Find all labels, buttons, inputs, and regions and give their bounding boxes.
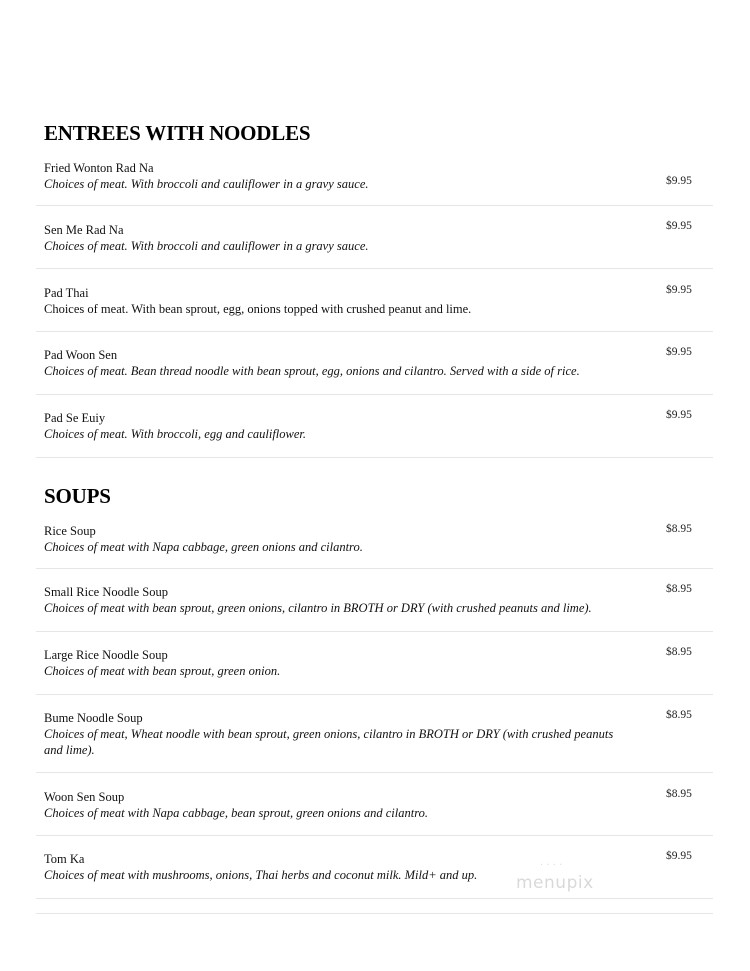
- section-title-entrees: ENTREES WITH NOODLES: [44, 121, 311, 145]
- menu-item: [44, 789, 654, 821]
- menu-item: [44, 647, 654, 679]
- item-name: Pad Se Euiy: [44, 411, 106, 425]
- divider: [36, 568, 713, 569]
- item-price: $8.95: [666, 788, 692, 800]
- divider: [36, 835, 713, 836]
- item-description: Choices of meat. With broccoli, egg and cauliflower.: [44, 427, 307, 441]
- item-description: Choices of meat with mushrooms, onions, Thai herbs and coconut milk. Mild+ and up.: [44, 868, 478, 882]
- item-name: Woon Sen Soup: [44, 790, 125, 804]
- menu-item: [44, 523, 654, 555]
- item-price: $9.95: [666, 220, 692, 232]
- item-name: Rice Soup: [44, 524, 96, 538]
- item-price: $8.95: [666, 709, 692, 721]
- item-name: Bume Noodle Soup: [44, 711, 143, 725]
- watermark-dots: · · · ·: [540, 860, 563, 871]
- item-price: $9.95: [666, 284, 692, 296]
- divider: [36, 898, 713, 899]
- item-price: $8.95: [666, 583, 692, 595]
- item-price: $9.95: [666, 409, 692, 421]
- divider: [36, 631, 713, 632]
- section-title-soups: SOUPS: [44, 484, 111, 508]
- item-name: Small Rice Noodle Soup: [44, 585, 168, 599]
- item-description: Choices of meat with bean sprout, green onions, cilantro in BROTH or DRY (with crushed peanuts and lime).: [44, 601, 592, 615]
- item-description: Choices of meat, Wheat noodle with bean sprout, green onions, cilantro in BROTH or DRY (with crushed peanuts and lime).: [44, 727, 614, 757]
- item-description: Choices of meat with Napa cabbage, green onions and cilantro.: [44, 540, 363, 554]
- divider: [36, 772, 713, 773]
- divider: [36, 457, 713, 458]
- item-description: Choices of meat with Napa cabbage, bean sprout, green onions and cilantro.: [44, 806, 428, 820]
- menu-item: [44, 222, 654, 254]
- menu-item: [44, 347, 654, 379]
- item-description: Choices of meat. With bean sprout, egg, onions topped with crushed peanut and lime.: [44, 302, 472, 316]
- item-name: Tom Ka: [44, 852, 85, 866]
- item-description: Choices of meat. With broccoli and cauliflower in a gravy sauce.: [44, 239, 369, 253]
- item-name: Large Rice Noodle Soup: [44, 648, 168, 662]
- menu-item: [44, 584, 654, 616]
- divider: [36, 394, 713, 395]
- item-price: $8.95: [666, 523, 692, 535]
- divider: [36, 694, 713, 695]
- item-price: $9.95: [666, 850, 692, 862]
- menu-item: [44, 410, 654, 442]
- menu-item: [44, 710, 634, 758]
- menu-item: [44, 160, 654, 192]
- item-price: $9.95: [666, 175, 692, 187]
- item-price: $8.95: [666, 646, 692, 658]
- item-name: Sen Me Rad Na: [44, 223, 124, 237]
- item-price: $9.95: [666, 346, 692, 358]
- item-description: Choices of meat. Bean thread noodle with bean sprout, egg, onions and cilantro. Served with a side of rice.: [44, 364, 580, 378]
- divider: [36, 913, 713, 914]
- item-name: Pad Thai: [44, 286, 89, 300]
- watermark-logo: menupix: [516, 873, 594, 893]
- divider: [36, 331, 713, 332]
- item-name: Pad Woon Sen: [44, 348, 118, 362]
- item-name: Fried Wonton Rad Na: [44, 161, 154, 175]
- item-description: Choices of meat. With broccoli and cauliflower in a gravy sauce.: [44, 177, 369, 191]
- menu-item: [44, 285, 654, 317]
- divider: [36, 205, 713, 206]
- divider: [36, 268, 713, 269]
- item-description: Choices of meat with bean sprout, green onion.: [44, 664, 281, 678]
